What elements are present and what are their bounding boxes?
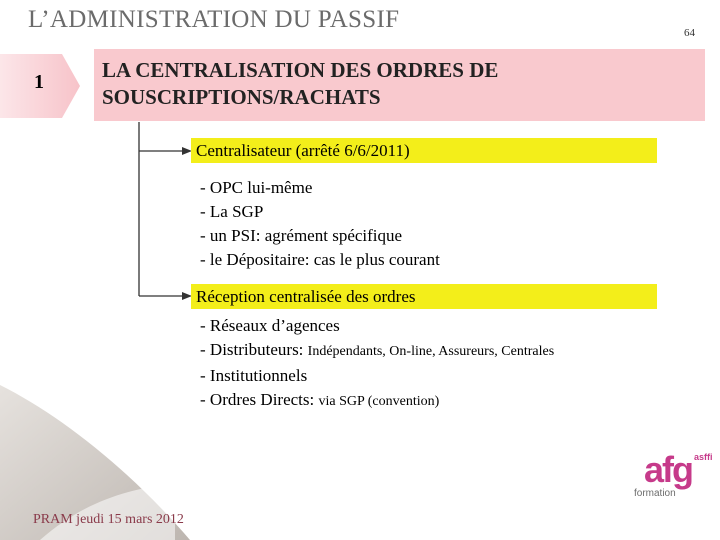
heading-line-1: LA CENTRALISATION DES ORDRES DE	[102, 58, 499, 82]
list-item-main: - Distributeurs:	[200, 340, 308, 359]
step-number: 1	[34, 71, 44, 93]
list-item: - un PSI: agrément spécifique	[200, 226, 403, 245]
list-item-detail: via SGP (convention)	[318, 394, 440, 409]
afg-formation-logo	[628, 449, 713, 504]
list-item-detail: Indépendants, On-line, Assureurs, Centrales	[307, 344, 555, 359]
heading-line-2: SOUSCRIPTIONS/RACHATS	[102, 85, 381, 109]
list-item: - Institutionnels	[200, 366, 308, 385]
slide-title: L’ADMINISTRATION DU PASSIF	[28, 6, 400, 33]
reception-label: Réception centralisée des ordres	[191, 284, 657, 309]
logo-top-text: asffi	[694, 452, 713, 462]
page-number: 64	[684, 27, 695, 39]
list-item: - La SGP	[200, 202, 264, 221]
centralisateur-label: Centralisateur (arrêté 6/6/2011)	[191, 138, 657, 163]
list-item: - le Dépositaire: cas le plus courant	[200, 250, 440, 269]
footer-text: PRAM jeudi 15 mars 2012	[33, 512, 184, 527]
list-item	[200, 338, 554, 364]
logo-bottom-text: formation	[634, 488, 676, 499]
list-item: - Réseaux d’agences	[200, 316, 340, 335]
list-item: - OPC lui-même	[200, 178, 313, 197]
centralisateur-list	[200, 176, 440, 272]
logo-main-text: afg	[644, 449, 692, 490]
list-item-main: - Ordres Directs:	[200, 390, 319, 409]
